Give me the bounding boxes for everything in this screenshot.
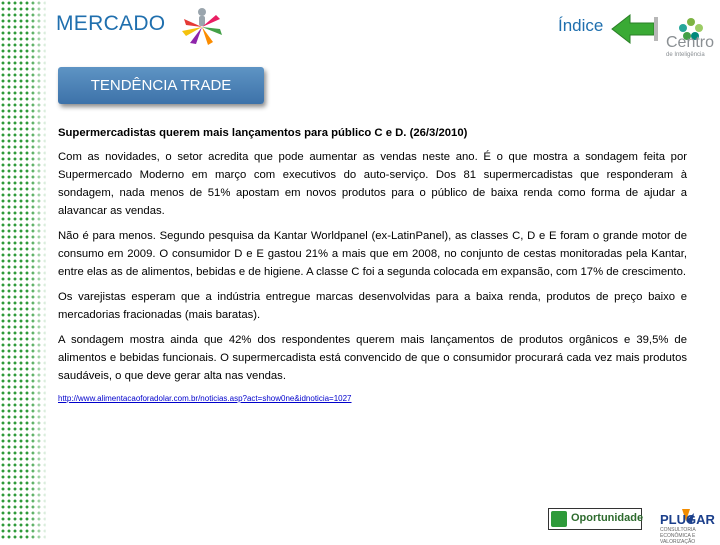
plugar-brand-name: PLUGAR: [660, 512, 715, 527]
article-paragraph-4: A sondagem mostra ainda que 42% dos respondentes querem mais lançamentos de produtos orgânicos e 39,5% de alimentos e bebidas funcionais. O supermercadista está convencido de que o consumidor procurará cada vez mais produtos saudáveis, o que deve gerar alta nas vendas.: [58, 334, 687, 382]
source-link[interactable]: http://www.alimentacaoforadolar.com.br/noticias.asp?act=show0ne&idnoticia=1027: [58, 394, 352, 403]
opportunity-icon: [551, 511, 567, 527]
article-body: [58, 124, 687, 408]
back-arrow-icon[interactable]: [610, 13, 658, 45]
opportunity-button[interactable]: [548, 508, 642, 530]
centro-brand-sub: de Inteligência: [666, 52, 705, 58]
dotted-pattern-fade: [28, 0, 48, 540]
section-title: MERCADO: [56, 12, 166, 35]
people-circle-logo: [178, 5, 226, 47]
section-subtitle: TENDÊNCIA TRADE: [58, 67, 264, 104]
article-headline: Supermercadistas querem mais lançamentos para público C e D. (26/3/2010): [58, 127, 468, 139]
article-paragraph-3: Os varejistas esperam que a indústria entregue marcas desenvolvidas para a baixa renda, produtos de preço baixo e mercadorias fracionadas (mais baratas).: [58, 291, 687, 321]
centro-brand-name: Centro: [666, 34, 715, 51]
index-link[interactable]: Índice: [558, 16, 604, 35]
opportunity-label: Oportunidade: [571, 512, 644, 524]
plugar-brand-sub: CONSULTORIA ECONÔMICA E VALORIZAÇÃO: [660, 527, 696, 545]
article-paragraph-1: Com as novidades, o setor acredita que pode aumentar as vendas neste ano. É o que mostra a sondagem feita por Supermercado Moderno em março com executivos do auto-serviço. Dos 81 supermercadistas que responderam à sondagem, nada menos de 51% apostam em novos produtos para o público de baixa renda como forma de ajudar a alavancar as vendas.: [58, 151, 687, 217]
article-paragraph-2: Não é para menos. Segundo pesquisa da Kantar Worldpanel (ex-LatinPanel), as classes C, D e E foram o grande motor de consumo em 2009. O consumidor D e E gastou 21% a mais que em 2008, no conjunto de cestas monitoradas pela Kantar, entre elas as de alimentos, bebidas e de higiene. A classe C foi a segunda colocada em expansão, com 17% de crescimento.: [58, 230, 687, 278]
